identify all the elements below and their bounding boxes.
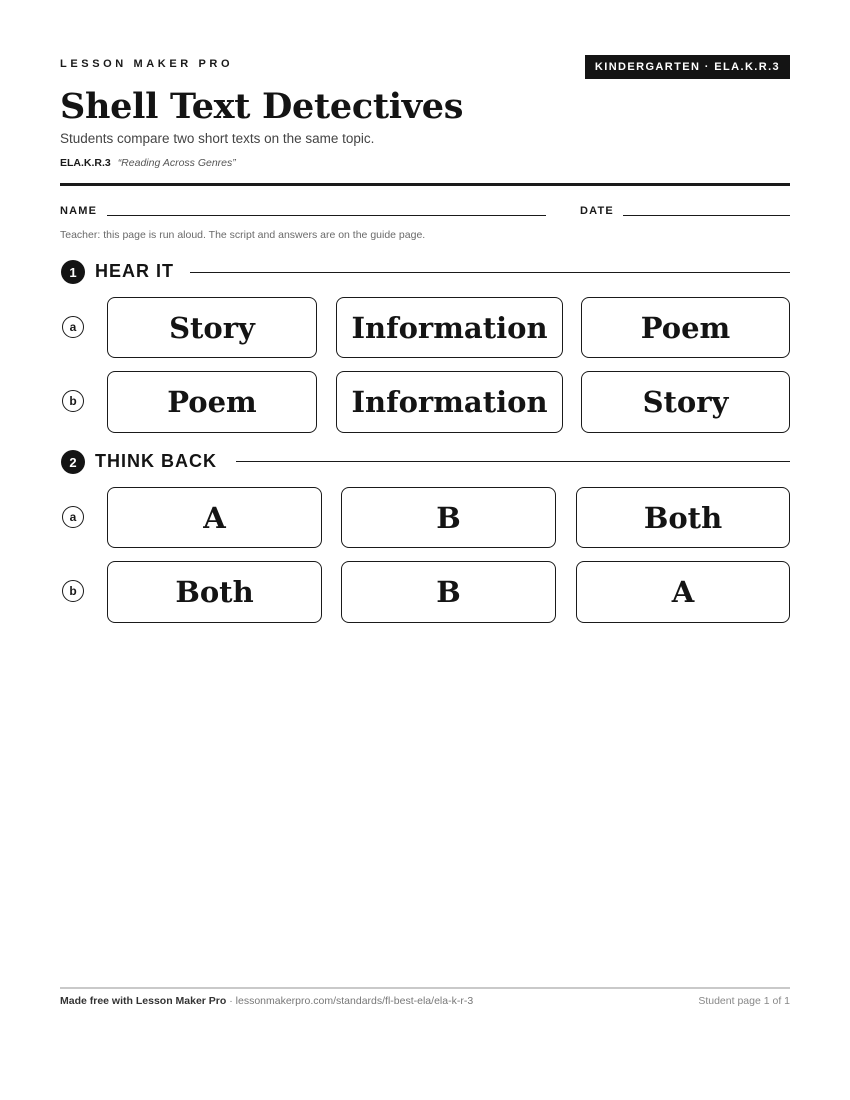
choice-button[interactable]: Poem: [581, 297, 790, 358]
row-letter-b: b: [62, 390, 84, 412]
choice-button[interactable]: Both: [107, 561, 322, 623]
footer-brand: Made free with Lesson Maker Pro: [60, 995, 227, 1007]
choice-button[interactable]: Story: [107, 297, 317, 358]
section-title-think-back: THINK BACK: [95, 451, 217, 471]
section-number-badge: 1: [61, 260, 85, 284]
date-field[interactable]: [623, 215, 790, 216]
choice-button[interactable]: Information: [336, 371, 563, 433]
choice-button[interactable]: Information: [336, 297, 563, 358]
section-number-badge: 2: [61, 450, 85, 474]
footer-divider: [60, 987, 790, 989]
row-letter-b: b: [62, 580, 84, 602]
page-indicator: Student page 1 of 1: [698, 995, 790, 1007]
choice-button[interactable]: B: [341, 487, 556, 548]
standard-line: [60, 157, 236, 169]
header-divider: [60, 183, 790, 186]
choice-button[interactable]: B: [341, 561, 556, 623]
standard-name: “Reading Across Genres”: [117, 157, 236, 169]
standard-code: ELA.K.R.3: [60, 157, 111, 169]
row-letter-a: a: [62, 506, 84, 528]
brand-name: LESSON MAKER PRO: [60, 58, 234, 70]
section-title-hear-it: HEAR IT: [95, 261, 174, 281]
name-label: NAME: [60, 205, 98, 217]
page-title: Shell Text Detectives: [60, 86, 464, 127]
choice-button[interactable]: Both: [576, 487, 790, 548]
name-field[interactable]: [107, 215, 546, 216]
choice-button[interactable]: A: [576, 561, 790, 623]
section-divider: [190, 272, 790, 273]
section-divider: [236, 461, 790, 462]
page-subtitle: Students compare two short texts on the same topic.: [60, 131, 375, 146]
grade-standard-badge: KINDERGARTEN · ELA.K.R.3: [585, 55, 790, 79]
choice-button[interactable]: Poem: [107, 371, 317, 433]
choice-button[interactable]: A: [107, 487, 322, 548]
date-label: DATE: [580, 205, 614, 217]
row-letter-a: a: [62, 316, 84, 338]
choice-button[interactable]: Story: [581, 371, 790, 433]
footer-credit: [60, 995, 473, 1007]
footer-url[interactable]: · lessonmakerpro.com/standards/fl-best-ela/ela-k-r-3: [229, 995, 474, 1007]
teacher-note: Teacher: this page is run aloud. The script and answers are on the guide page.: [60, 229, 426, 241]
